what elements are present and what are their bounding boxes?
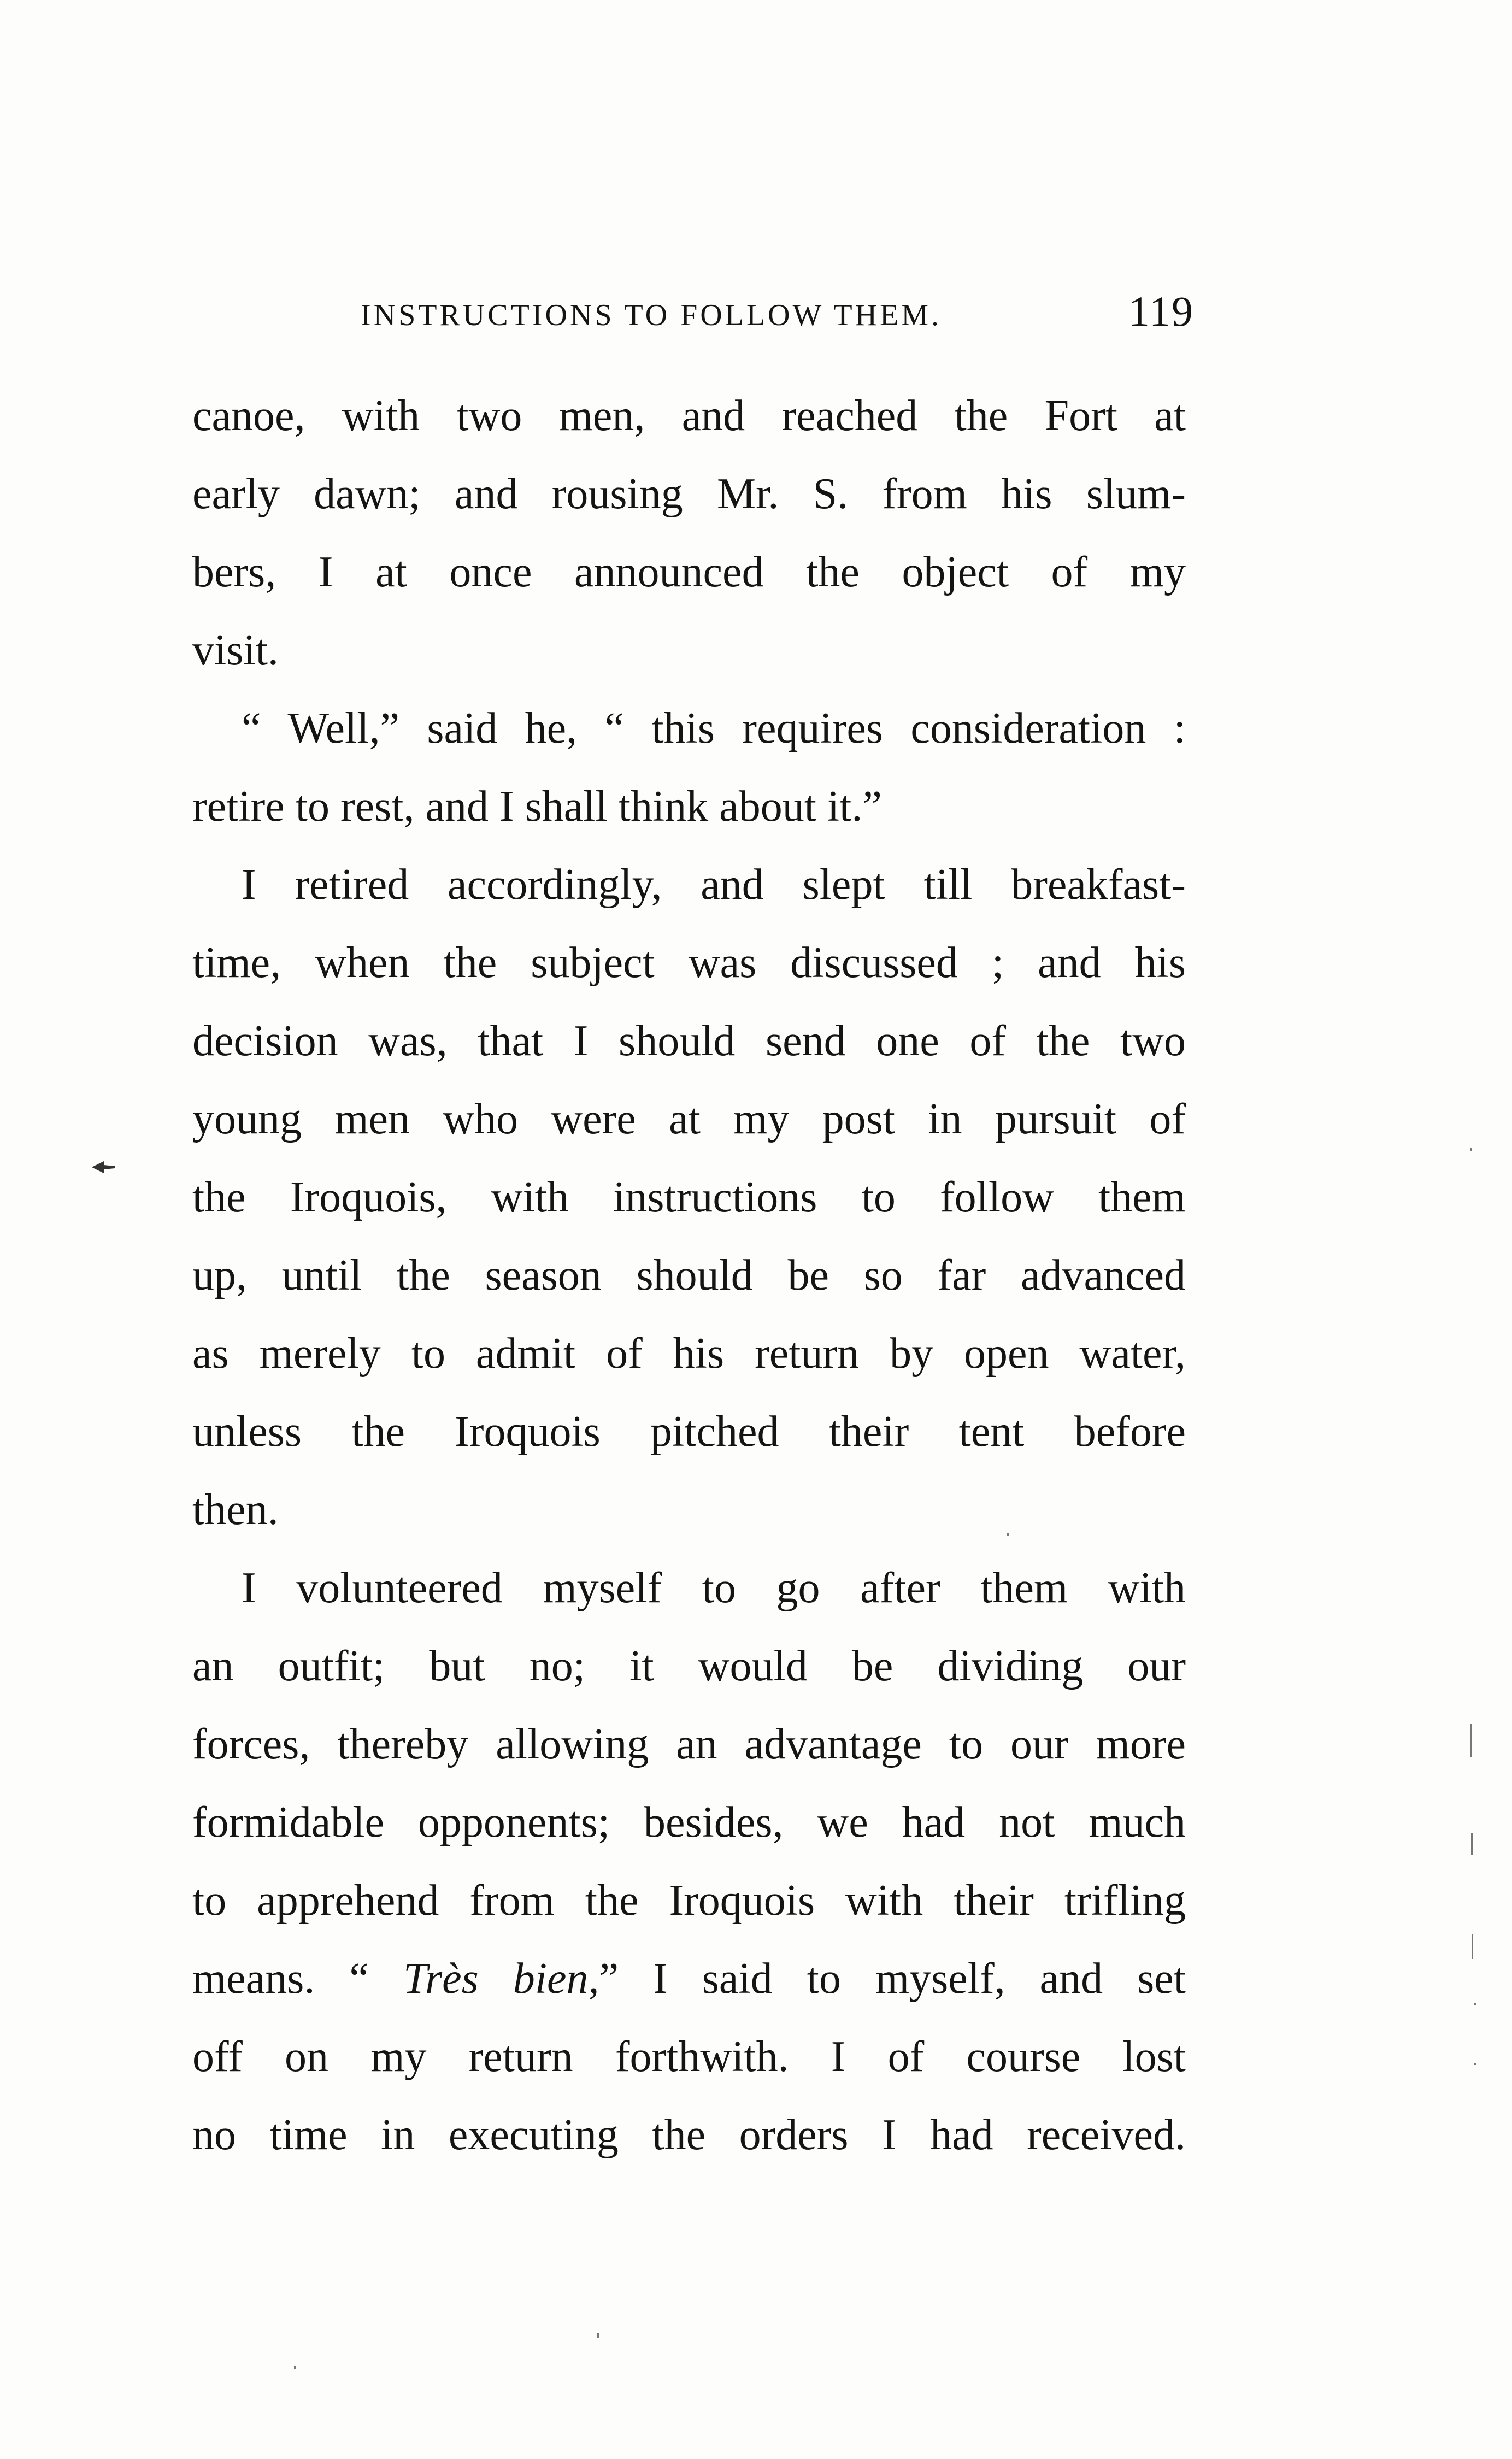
scan-speck — [1471, 1833, 1473, 1855]
text-line: retire to rest, and I shall think about it.” — [192, 783, 882, 831]
text-line: I retired accordingly, and slept till breakfast- — [242, 861, 1186, 909]
text-line: canoe, with two men, and reached the Fort at — [192, 392, 1186, 440]
text-line: bers, I at once announced the object of my — [192, 548, 1186, 596]
text-line: unless the Iroquois pitched their tent before — [192, 1408, 1186, 1456]
text-line: an outfit; but no; it would be dividing our — [192, 1642, 1186, 1690]
running-header — [361, 287, 1194, 347]
text-line: young men who were at my post in pursuit of — [192, 1095, 1186, 1143]
scan-speck — [1474, 2063, 1476, 2065]
scan-speck — [1472, 1934, 1473, 1959]
scan-speck — [1474, 2003, 1476, 2005]
text-line: up, until the season should be so far advanced — [192, 1251, 1186, 1299]
text-line: off on my return forthwith. I of course lost — [192, 2033, 1186, 2081]
text-line: early dawn; and rousing Mr. S. from his slum- — [192, 470, 1186, 518]
text-line: to apprehend from the Iroquois with their trifling — [192, 1876, 1186, 1925]
open-quote: “ — [349, 1955, 369, 2003]
text-fragment: ” I said to myself, and set — [599, 1955, 1186, 2003]
italic-phrase: Très bien, — [403, 1955, 599, 2003]
scan-speck — [597, 2333, 599, 2338]
text-line: time, when the subject was discussed ; and his — [192, 939, 1186, 987]
scan-speck — [1470, 1724, 1472, 1757]
text-line: I volunteered myself to go after them with — [242, 1564, 1186, 1612]
text-line: no time in executing the orders I had received. — [192, 2111, 1186, 2159]
text-line — [192, 1940, 1186, 2018]
text-line: decision was, that I should send one of the two — [192, 1017, 1186, 1065]
scan-speck — [1007, 1533, 1009, 1536]
margin-arrow-mark — [92, 1161, 115, 1173]
running-title: INSTRUCTIONS TO FOLLOW THEM. — [361, 298, 942, 332]
text-line: formidable opponents; besides, we had not much — [192, 1798, 1186, 1846]
text-line: visit. — [192, 626, 279, 674]
page-number: 119 — [1128, 287, 1194, 335]
text-line: “ Well,” said he, “ this requires consideration : — [242, 704, 1186, 752]
text-line: then. — [192, 1486, 279, 1534]
text-line: as merely to admit of his return by open water, — [192, 1329, 1186, 1378]
scan-speck — [294, 2366, 296, 2369]
text-line: the Iroquois, with instructions to follow them — [192, 1173, 1186, 1221]
scan-speck — [1470, 1148, 1472, 1151]
text-fragment: means. — [192, 1955, 315, 2003]
text-line: forces, thereby allowing an advantage to our more — [192, 1720, 1186, 1768]
body-text — [192, 377, 1186, 2174]
